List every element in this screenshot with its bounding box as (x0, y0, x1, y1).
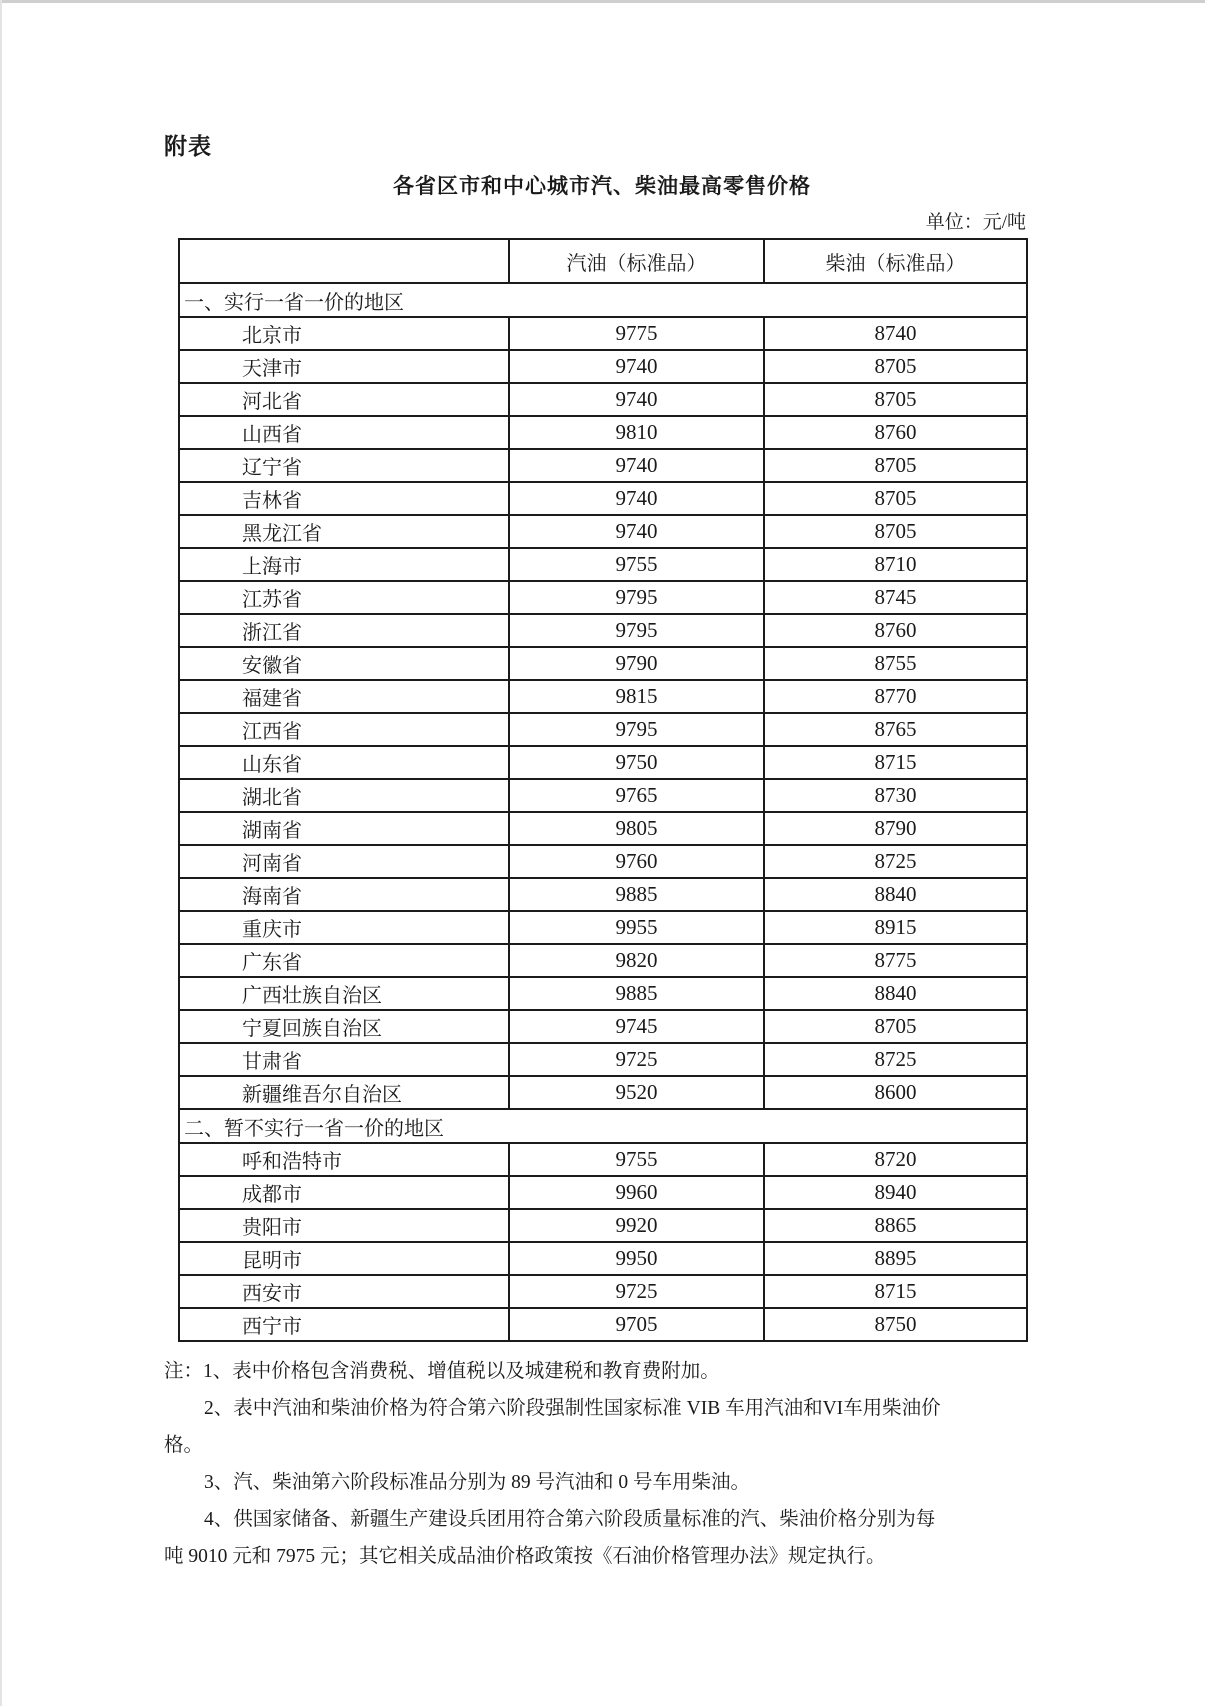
page-top-edge (0, 0, 1205, 3)
table-row (179, 1308, 1027, 1341)
gasoline-price-cell: 9740 (509, 449, 764, 482)
gasoline-price-cell: 9795 (509, 581, 764, 614)
region-name-cell: 新疆维吾尔自治区 (179, 1076, 509, 1109)
region-name-cell: 成都市 (179, 1176, 509, 1209)
gasoline-price-cell: 9920 (509, 1209, 764, 1242)
diesel-price-cell: 8725 (764, 1043, 1027, 1076)
region-name-cell: 西安市 (179, 1275, 509, 1308)
section-header-label: 二、暂不实行一省一价的地区 (179, 1109, 1027, 1143)
header-cell-region (179, 239, 509, 283)
gasoline-price-cell: 9765 (509, 779, 764, 812)
gasoline-price-cell: 9740 (509, 350, 764, 383)
page-left-edge (0, 0, 2, 1706)
header-cell-gasoline: 汽油（标准品） (509, 239, 764, 283)
table-row (179, 647, 1027, 680)
diesel-price-cell: 8705 (764, 383, 1027, 416)
diesel-price-cell: 8915 (764, 911, 1027, 944)
gasoline-price-cell: 9520 (509, 1076, 764, 1109)
diesel-price-cell: 8720 (764, 1143, 1027, 1176)
gasoline-price-cell: 9805 (509, 812, 764, 845)
diesel-price-cell: 8705 (764, 350, 1027, 383)
region-name-cell: 海南省 (179, 878, 509, 911)
gasoline-price-cell: 9885 (509, 977, 764, 1010)
table-row (179, 383, 1027, 416)
table-row (179, 482, 1027, 515)
diesel-price-cell: 8745 (764, 581, 1027, 614)
gasoline-price-cell: 9760 (509, 845, 764, 878)
section-header-label: 一、实行一省一价的地区 (179, 283, 1027, 317)
diesel-price-cell: 8715 (764, 1275, 1027, 1308)
gasoline-price-cell: 9740 (509, 482, 764, 515)
table-row (179, 1242, 1027, 1275)
table-row (179, 1010, 1027, 1043)
table-row (179, 746, 1027, 779)
region-name-cell: 天津市 (179, 350, 509, 383)
gasoline-price-cell: 9750 (509, 746, 764, 779)
gasoline-price-cell: 9725 (509, 1275, 764, 1308)
table-row (179, 1043, 1027, 1076)
table-row (179, 977, 1027, 1010)
region-name-cell: 河北省 (179, 383, 509, 416)
region-name-cell: 浙江省 (179, 614, 509, 647)
table-row (179, 713, 1027, 746)
table-row (179, 1275, 1027, 1308)
region-name-cell: 山东省 (179, 746, 509, 779)
footnote-line: 3、汽、柴油第六阶段标准品分别为 89 号汽油和 0 号车用柴油。 (204, 1472, 751, 1493)
table-row (179, 1176, 1027, 1209)
diesel-price-cell: 8895 (764, 1242, 1027, 1275)
diesel-price-cell: 8760 (764, 614, 1027, 647)
region-name-cell: 湖北省 (179, 779, 509, 812)
region-name-cell: 吉林省 (179, 482, 509, 515)
document-sheet (164, 128, 1040, 1575)
region-name-cell: 甘肃省 (179, 1043, 509, 1076)
table-row (179, 614, 1027, 647)
table-row (179, 680, 1027, 713)
region-name-cell: 宁夏回族自治区 (179, 1010, 509, 1043)
diesel-price-cell: 8715 (764, 746, 1027, 779)
table-row (179, 548, 1027, 581)
gasoline-price-cell: 9795 (509, 713, 764, 746)
gasoline-price-cell: 9740 (509, 515, 764, 548)
gasoline-price-cell: 9775 (509, 317, 764, 350)
region-name-cell: 湖南省 (179, 812, 509, 845)
diesel-price-cell: 8705 (764, 515, 1027, 548)
gasoline-price-cell: 9960 (509, 1176, 764, 1209)
section-header-row-1 (179, 283, 1027, 317)
diesel-price-cell: 8600 (764, 1076, 1027, 1109)
diesel-price-cell: 8710 (764, 548, 1027, 581)
table-row (179, 416, 1027, 449)
table-row (179, 944, 1027, 977)
section-header-row-2 (179, 1109, 1027, 1143)
table-row (179, 812, 1027, 845)
gasoline-price-cell: 9815 (509, 680, 764, 713)
table-row (179, 581, 1027, 614)
gasoline-price-cell: 9755 (509, 1143, 764, 1176)
gasoline-price-cell: 9705 (509, 1308, 764, 1341)
region-name-cell: 广西壮族自治区 (179, 977, 509, 1010)
diesel-price-cell: 8940 (764, 1176, 1027, 1209)
footnote-line: 吨 9010 元和 7975 元；其它相关成品油价格政策按《石油价格管理办法》规定执行。 (164, 1546, 886, 1567)
region-name-cell: 西宁市 (179, 1308, 509, 1341)
region-name-cell: 昆明市 (179, 1242, 509, 1275)
price-table (178, 238, 1028, 1342)
gasoline-price-cell: 9955 (509, 911, 764, 944)
region-name-cell: 河南省 (179, 845, 509, 878)
table-row (179, 878, 1027, 911)
table-row (179, 779, 1027, 812)
header-cell-diesel: 柴油（标准品） (764, 239, 1027, 283)
region-name-cell: 辽宁省 (179, 449, 509, 482)
diesel-price-cell: 8755 (764, 647, 1027, 680)
diesel-price-cell: 8760 (764, 416, 1027, 449)
region-name-cell: 上海市 (179, 548, 509, 581)
gasoline-price-cell: 9745 (509, 1010, 764, 1043)
gasoline-price-cell: 9810 (509, 416, 764, 449)
table-row (179, 317, 1027, 350)
footnote-line: 注：1、表中价格包含消费税、增值税以及城建税和教育费附加。 (164, 1361, 720, 1382)
diesel-price-cell: 8865 (764, 1209, 1027, 1242)
footnotes (164, 1353, 1040, 1575)
gasoline-price-cell: 9950 (509, 1242, 764, 1275)
region-name-cell: 呼和浩特市 (179, 1143, 509, 1176)
attachment-label: 附表 (164, 134, 212, 159)
table-row (179, 845, 1027, 878)
gasoline-price-cell: 9755 (509, 548, 764, 581)
table-row (179, 350, 1027, 383)
region-name-cell: 贵阳市 (179, 1209, 509, 1242)
table-row (179, 1143, 1027, 1176)
table-row (179, 1076, 1027, 1109)
gasoline-price-cell: 9885 (509, 878, 764, 911)
region-name-cell: 安徽省 (179, 647, 509, 680)
gasoline-price-cell: 9790 (509, 647, 764, 680)
document-title: 各省区市和中心城市汽、柴油最高零售价格 (393, 174, 811, 198)
region-name-cell: 北京市 (179, 317, 509, 350)
gasoline-price-cell: 9740 (509, 383, 764, 416)
footnote-line: 4、供国家储备、新疆生产建设兵团用符合第六阶段质量标准的汽、柴油价格分别为每 (204, 1509, 936, 1530)
diesel-price-cell: 8765 (764, 713, 1027, 746)
diesel-price-cell: 8705 (764, 1010, 1027, 1043)
table-header-row (179, 239, 1027, 283)
diesel-price-cell: 8705 (764, 449, 1027, 482)
region-name-cell: 江苏省 (179, 581, 509, 614)
region-name-cell: 山西省 (179, 416, 509, 449)
diesel-price-cell: 8725 (764, 845, 1027, 878)
diesel-price-cell: 8790 (764, 812, 1027, 845)
footnote-line: 格。 (164, 1435, 204, 1456)
table-row (179, 911, 1027, 944)
region-name-cell: 福建省 (179, 680, 509, 713)
diesel-price-cell: 8770 (764, 680, 1027, 713)
table-row (179, 1209, 1027, 1242)
diesel-price-cell: 8705 (764, 482, 1027, 515)
gasoline-price-cell: 9725 (509, 1043, 764, 1076)
diesel-price-cell: 8730 (764, 779, 1027, 812)
gasoline-price-cell: 9795 (509, 614, 764, 647)
diesel-price-cell: 8750 (764, 1308, 1027, 1341)
footnote-line: 2、表中汽油和柴油价格为符合第六阶段强制性国家标准 VIB 车用汽油和VI车用柴油价 (204, 1398, 941, 1419)
diesel-price-cell: 8840 (764, 878, 1027, 911)
unit-note: 单位：元/吨 (925, 212, 1026, 233)
region-name-cell: 江西省 (179, 713, 509, 746)
region-name-cell: 黑龙江省 (179, 515, 509, 548)
table-row (179, 515, 1027, 548)
gasoline-price-cell: 9820 (509, 944, 764, 977)
table-row (179, 449, 1027, 482)
diesel-price-cell: 8840 (764, 977, 1027, 1010)
diesel-price-cell: 8740 (764, 317, 1027, 350)
diesel-price-cell: 8775 (764, 944, 1027, 977)
region-name-cell: 重庆市 (179, 911, 509, 944)
region-name-cell: 广东省 (179, 944, 509, 977)
